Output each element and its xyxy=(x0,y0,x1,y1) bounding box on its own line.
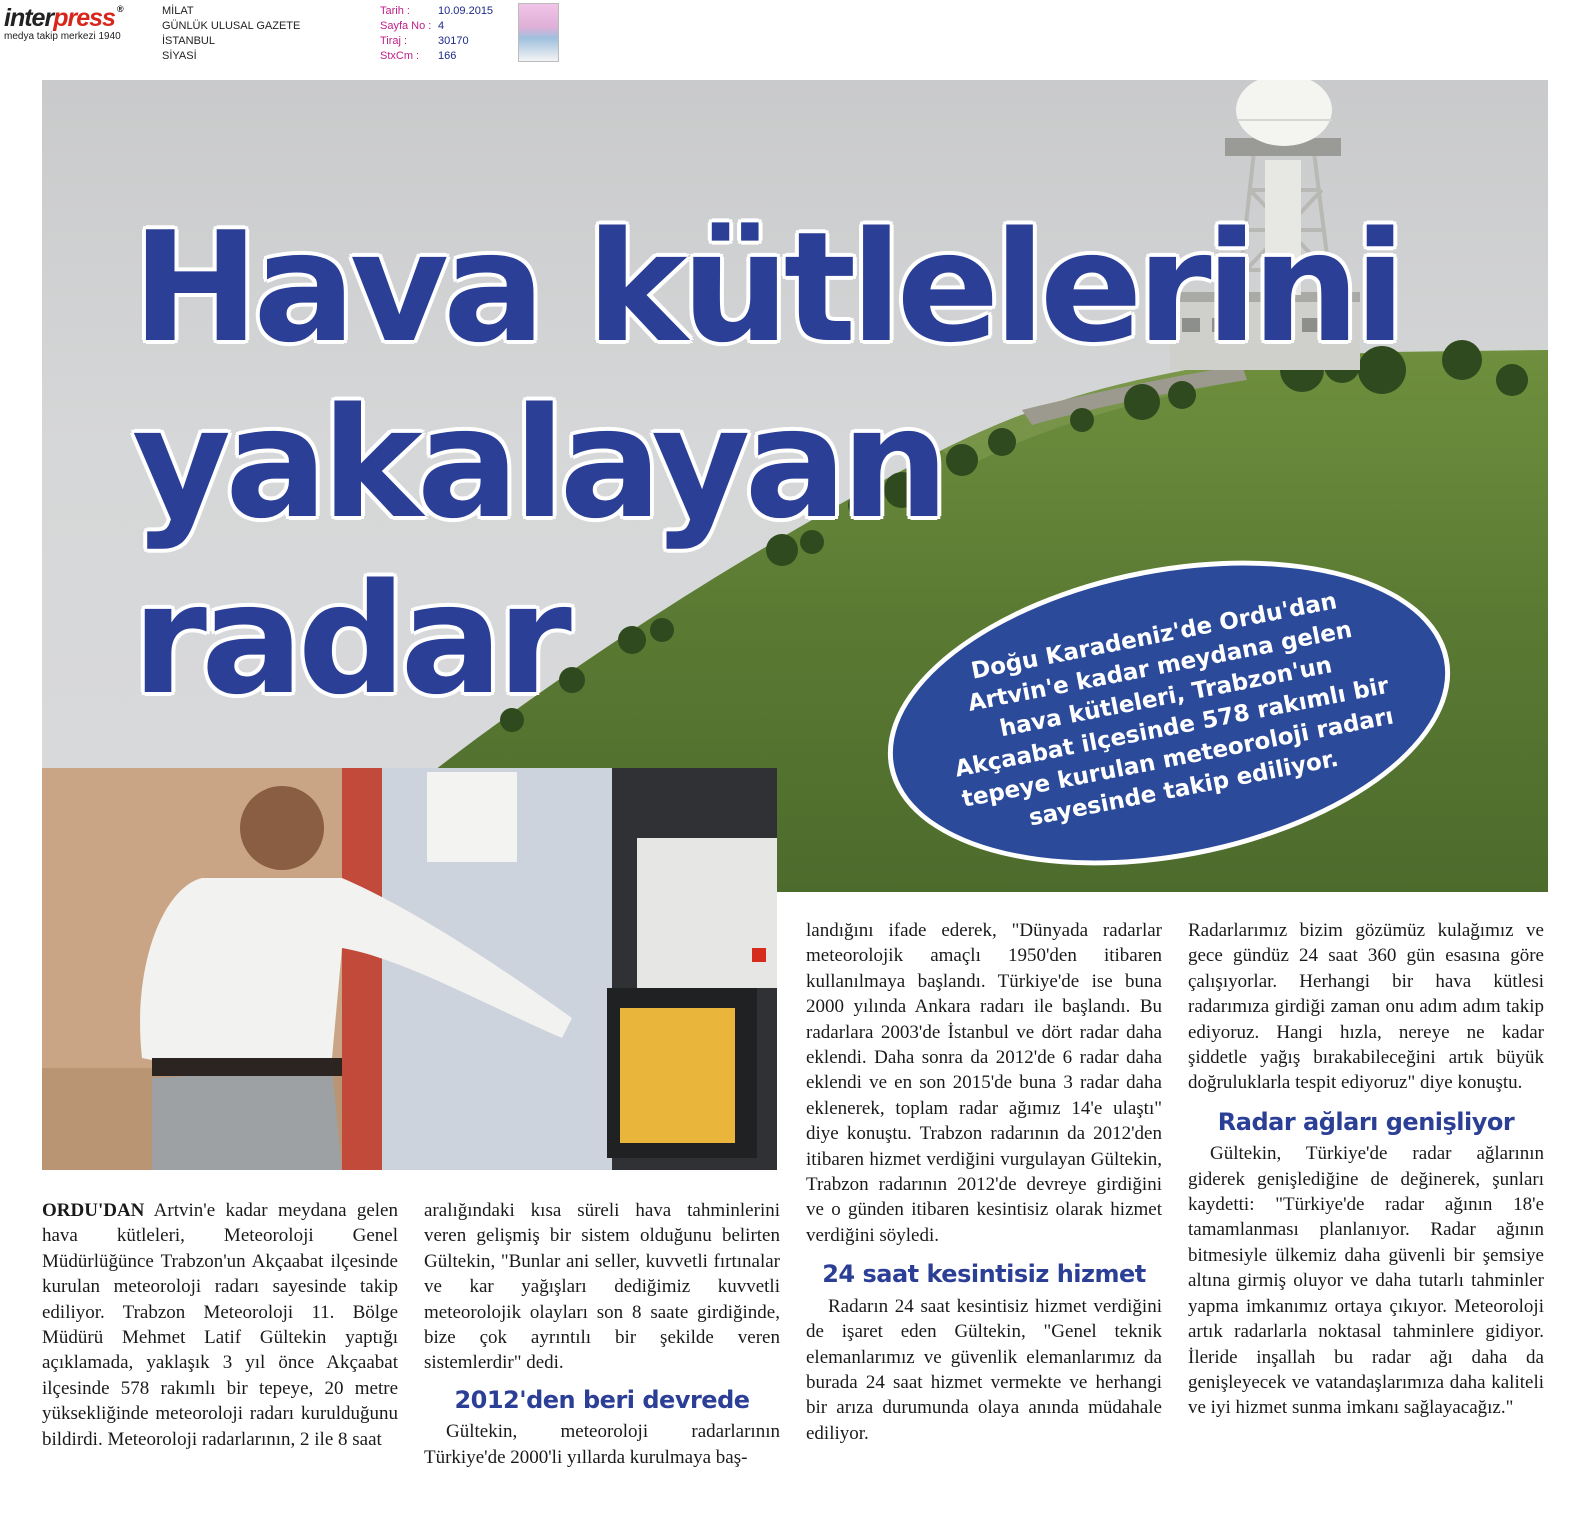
publication-info xyxy=(162,4,300,64)
article-column-3 xyxy=(806,918,1162,1446)
dateline: ORDU'DAN xyxy=(42,1200,145,1221)
interpress-logo xyxy=(4,4,123,42)
meta-key: StxCm : xyxy=(380,50,420,62)
meta-value: 30170 xyxy=(438,35,469,47)
meta-value: 10.09.2015 xyxy=(438,5,494,17)
inset-photo xyxy=(42,768,777,1170)
publication-type: GÜNLÜK ULUSAL GAZETE xyxy=(162,20,301,32)
article-column-2 xyxy=(424,1198,780,1470)
page-thumbnail[interactable] xyxy=(518,3,559,62)
logo-word-a: inter xyxy=(4,4,54,32)
column-2-text-2: Gültekin, meteoroloji radarlarının Türkiye'de 2000'li yıllarda kurulmaya baş- xyxy=(424,1421,780,1468)
logo-registered: ® xyxy=(116,4,123,14)
meta-value: 166 xyxy=(438,50,457,62)
column-1-text: Artvin'e kadar meydana gelen hava kütleleri, Meteoroloji Genel Müdürlüğünce Trabzon'un Akçaabat ilçesinde kurulan meteoroloji radarı sayesinde takip ediliyor. Trabzon Meteoroloji 11. Bölge Müdürü Mehmet Latif Gültekin yaptığı açıklamada, yaklaşık 3 yıl önce Akçaabat ilçesinde 578 rakımlı bir tepeye, 20 metre yüksekliğinde meteoroloji radarı kurulduğunu bildirdi. Meteoroloji radarlarının, 2 ile 8 saat xyxy=(42,1200,398,1450)
headline-line-2: yakalayan xyxy=(132,375,944,552)
publication-category: SİYASİ xyxy=(162,50,197,62)
column-2-text: aralığındaki kısa süreli hava tahminlerini veren gelişmiş bir sistem olduğunu belirten Gültekin, "Bunlar ani seller, kuvvetli fırtınalar ve kar yağışları dediğimiz kuvvetli meteorolojik olayları son 8 saate girdiğinde, bize çok ayrıntılı bir şekilde veren sistemlerdir" dedi. xyxy=(424,1200,780,1374)
official-with-radar-console-illustration xyxy=(42,768,777,1170)
column-4-text-2: Gültekin, Türkiye'de radar ağlarının giderek genişlediğine de değinerek, şunları kaydetti: "Türkiye'de radar ağının 18'e tamamlanması planlanıyor. Radar ağının bitmesiyle ülkemiz daha güvenli bir şemsiye altına girmiş oluyor ve daha tutarlı tahminler yapma imkanımız ortaya çıkıyor. Meteoroloji artık radarlarla noktasal tahminlere gidiyor. İleride inşallah bu radar ağı daha da genişleyecek ve vatandaşlarımıza daha kaliteli ve iyi hizmet sunma imkanı sağlayacağız." xyxy=(1188,1143,1544,1419)
callout-text: Doğu Karadeniz'de Ordu'dan Artvin'e kadar meydana gelen hava kütleleri, Trabzon'un Akçaabat ilçesinde 578 rakımlı bir tepeye kurulan meteoroloji radarı sayesinde takip ediliyor. xyxy=(952,588,1396,832)
column-3-text-2: Radarın 24 saat kesintisiz hizmet verdiğini de işaret eden Gültekin, "Genel teknik elemanlarımız ve güvenlik elemanlarımız da burada 24 saat hizmet vermekte ve herhangi bir arıza durumunda olaya anında müdahale ediliyor. xyxy=(806,1295,1162,1444)
headline-line-3: radar xyxy=(132,551,566,728)
subheading-2012: 2012'den beri devrede xyxy=(454,1385,750,1414)
logo-subtitle: medya takip merkezi 1940 xyxy=(4,31,121,42)
clipping-header xyxy=(0,0,600,64)
meta-key: Tiraj : xyxy=(380,35,408,47)
meta-value: 4 xyxy=(438,20,445,32)
subheading-24-saat: 24 saat kesintisiz hizmet xyxy=(822,1260,1146,1289)
headline-line-1: Hava kütlelerini xyxy=(132,199,1401,376)
column-3-text: landığını ifade ederek, "Dünyada radarlar meteorolojik amaçlı 1950'den itibaren kullanılmaya başlandı. Türkiye'de ise buna 2000 yılında Ankara radarı ile başlandı. Bu radarlara 2003'de İstanbul ve dört radar daha eklendi. Daha sonra da 2012'de 6 radar daha eklendi ve en son 2015'de buna 3 radar daha eklenerek, toplam radar ağımız 14'e ulaştı" diye konuştu. Trabzon radarının da 2012'den itibaren hizmet verdiğini vurgulayan Gültekin, Trabzon radarının 2012'de devreye girdiğini ve o günden itibaren kesintisiz olarak hizmet verdiğini söyledi. xyxy=(806,920,1162,1246)
clipping-meta xyxy=(380,4,493,64)
column-1-paragraph xyxy=(42,1198,398,1452)
meta-key: Tarih : xyxy=(380,5,410,17)
subheading-radar-aglari: Radar ağları genişliyor xyxy=(1217,1107,1515,1136)
meta-key: Sayfa No : xyxy=(380,20,432,32)
article-column-4 xyxy=(1188,918,1544,1421)
article-column-1 xyxy=(42,1198,398,1452)
publication-city: İSTANBUL xyxy=(162,35,215,47)
logo-word-b: press xyxy=(53,4,115,32)
publication-name: MİLAT xyxy=(162,5,194,17)
column-4-text: Radarlarımız bizim gözümüz kulağımız ve gece gündüz 24 saat 360 gün esasına göre çalışıyorlar. Herhangi bir hava kütlesi radarımıza girdiği zaman onu adım adım takip ediyoruz. Hangi hızla, nereye ne kadar şiddetle yağış bırakabileceğini artık büyük doğruluklarla tespit ediyoruz" diye konuştu. xyxy=(1188,920,1544,1094)
